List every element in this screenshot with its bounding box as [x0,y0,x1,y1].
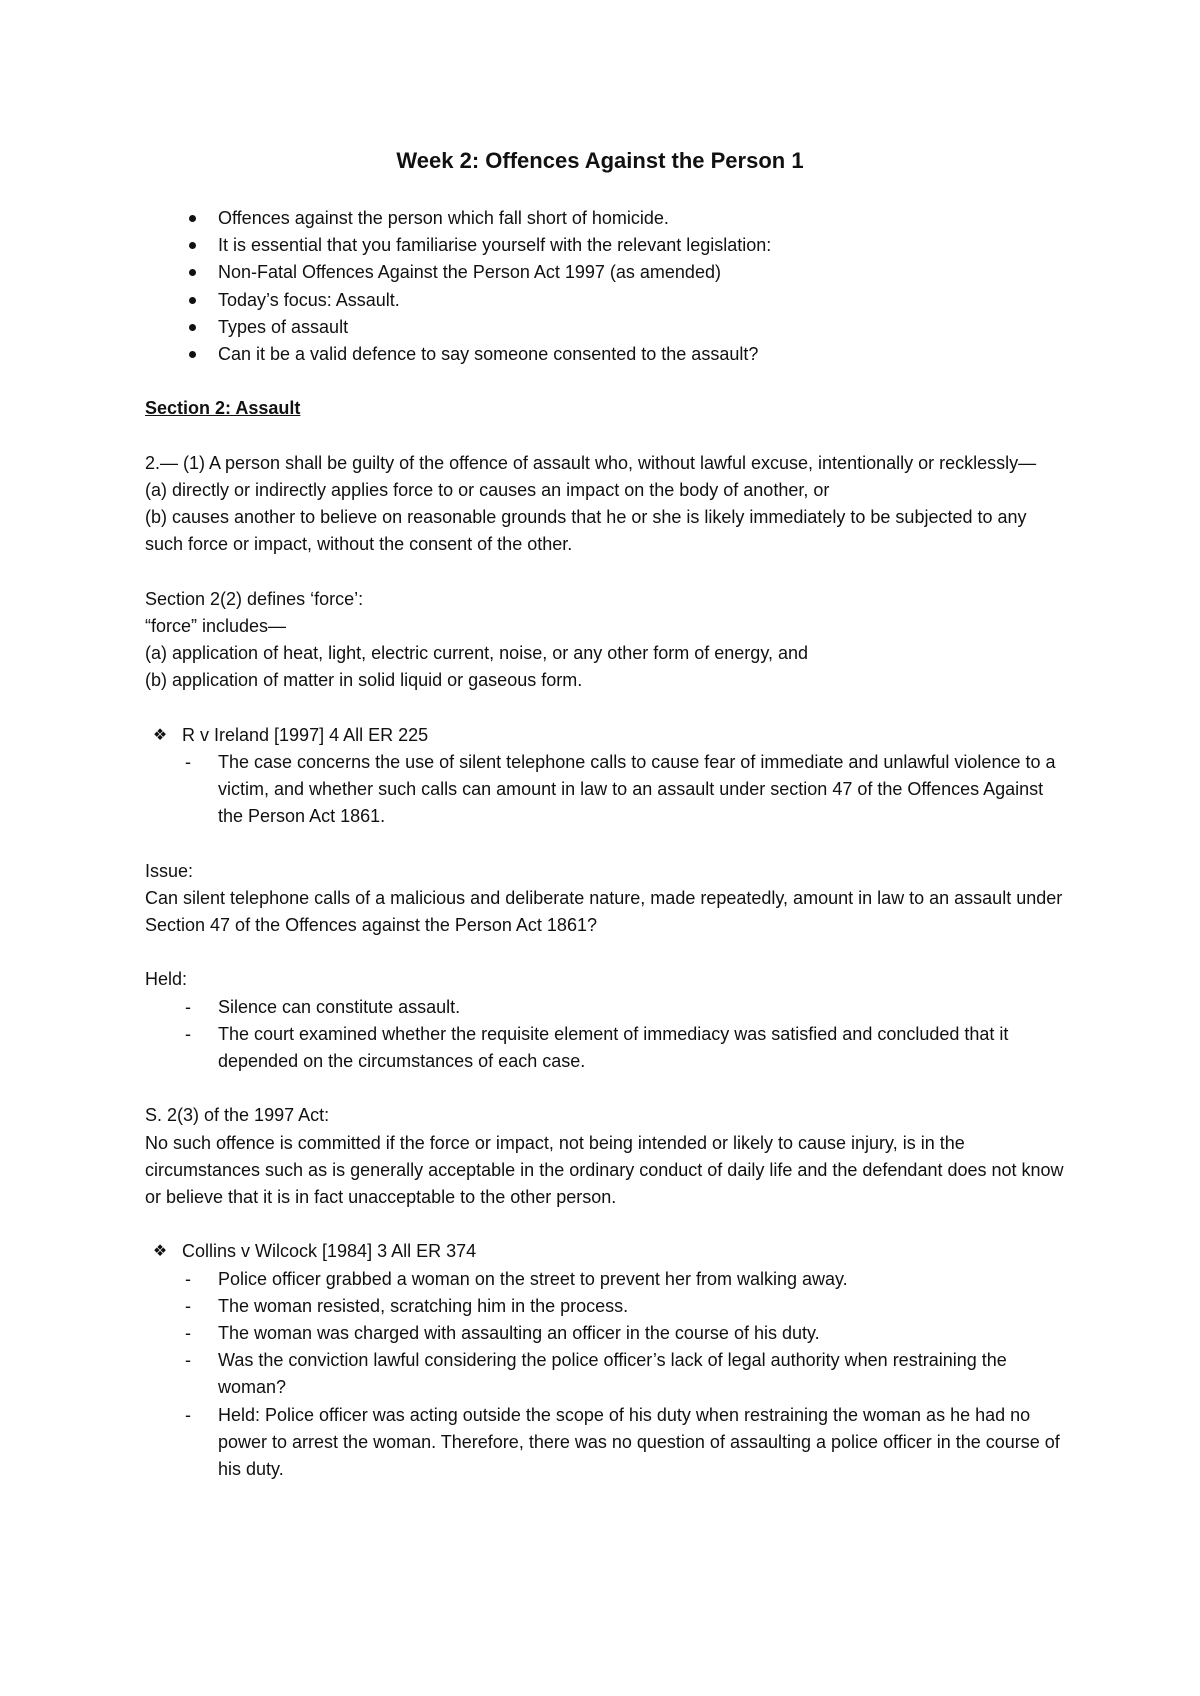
bullet-icon [189,297,196,304]
force-para-a: (a) application of heat, light, electric current, noise, or any other form of energy, and [145,642,809,663]
section2-para-a: (a) directly or indirectly applies force to or causes an impact on the body of another, or [145,479,830,500]
list-item: It is essential that you familiarise yourself with the relevant legislation: [145,232,1065,259]
list-item: - The court examined whether the requisite element of immediacy was satisfied and concluded that it depended on the circumstances of each case. [145,1021,1065,1075]
bullet-icon [189,215,196,222]
bullet-icon [189,351,196,358]
intro-bullet-list [145,205,1065,368]
list-item: - Was the conviction lawful considering the police officer’s lack of legal authority when restraining the woman? [145,1347,1065,1401]
case-name: Collins v Wilcock [1984] 3 All ER 374 [182,1241,477,1262]
s23-label: S. 2(3) of the 1997 Act: [145,1105,330,1126]
list-item: - Police officer grabbed a woman on the street to prevent her from walking away. [145,1266,1065,1293]
force-intro: Section 2(2) defines ‘force’: [145,588,364,609]
force-includes: “force” includes— [145,615,287,636]
dash-bullet-icon: - [185,751,191,772]
dash-bullet-icon: - [185,1404,191,1425]
list-item: - The case concerns the use of silent telephone calls to cause fear of immediate and unlawful violence to a victim, and whether such calls can amount in law to an assault under section 47 of the Offences Against the Person Act 1861. [145,749,1065,831]
force-para-b: (b) application of matter in solid liquid or gaseous form. [145,670,583,691]
list-item: - Held: Police officer was acting outside the scope of his duty when restraining the woman as he had no power to arrest the woman. Therefore, there was no question of assaulting a police officer in the course of his duty. [145,1402,1065,1484]
case-ireland-points [145,749,1065,831]
list-item: Can it be a valid defence to say someone consented to the assault? [145,341,1065,368]
issue-text: Can silent telephone calls of a malicious and deliberate nature, made repeatedly, amount in law to an assault under Section 47 of the Offences against the Person Act 1861? [145,887,1063,935]
section-heading: Section 2: Assault [145,398,301,419]
bullet-icon [189,242,196,249]
dash-bullet-icon: - [185,1322,191,1343]
issue-label: Issue: [145,860,194,881]
dash-bullet-icon: - [185,1023,191,1044]
list-item: Offences against the person which fall short of homicide. [145,205,1065,232]
list-item: - Silence can constitute assault. [145,994,1065,1021]
s23-text: No such offence is committed if the force or impact, not being intended or likely to cause injury, is in the circumstances such as is generally acceptable in the ordinary conduct of daily life and the defendant does not know or believe that it is in fact unacceptable to the other person. [145,1132,1064,1207]
list-item: - The woman was charged with assaulting an officer in the course of his duty. [145,1320,1065,1347]
document-body [145,205,1065,1483]
diamond-bullet-icon: ❖ [152,726,168,744]
dash-bullet-icon: - [185,1268,191,1289]
list-item: Types of assault [145,314,1065,341]
case-name: R v Ireland [1997] 4 All ER 225 [182,724,429,745]
case-ireland [145,722,1065,749]
held-points [145,994,1065,1076]
diamond-bullet-icon: ❖ [152,1243,168,1261]
page-title: Week 2: Offences Against the Person 1 [396,148,804,173]
bullet-icon [189,324,196,331]
case-collins [145,1238,1065,1265]
dash-bullet-icon: - [185,1295,191,1316]
bullet-icon [189,269,196,276]
case-collins-points [145,1266,1065,1484]
dash-bullet-icon: - [185,996,191,1017]
section2-para-b: (b) causes another to believe on reasonable grounds that he or she is likely immediately to be subjected to any such force or impact, without the consent of the other. [145,506,1027,555]
list-item: Non-Fatal Offences Against the Person Act 1997 (as amended) [145,259,1065,286]
held-label: Held: [145,969,188,990]
dash-bullet-icon: - [185,1350,191,1371]
list-item: Today’s focus: Assault. [145,287,1065,314]
section2-subsection1: 2.— (1) A person shall be guilty of the offence of assault who, without lawful excuse, intentionally or recklessly— [145,452,1037,473]
list-item: - The woman resisted, scratching him in the process. [145,1293,1065,1320]
